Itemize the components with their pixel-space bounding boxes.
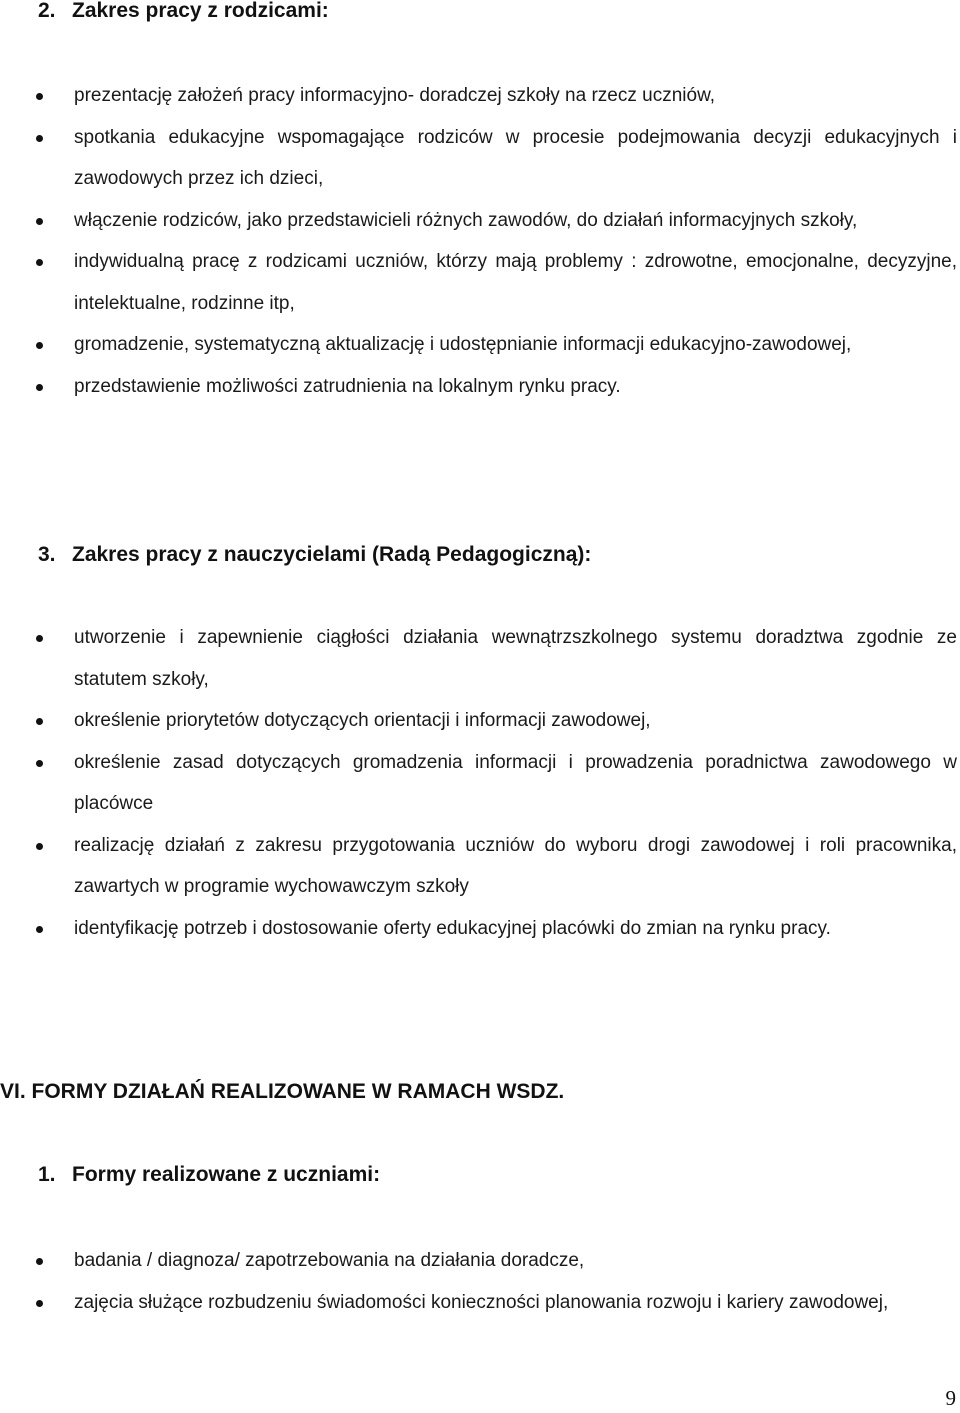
- section-2-heading: [38, 0, 329, 23]
- section-2-list: [0, 75, 960, 407]
- list-item: prezentację założeń pracy informacyjno- doradczej szkoły na rzecz uczniów,: [0, 75, 960, 117]
- list-item: badania / diagnoza/ zapotrzebowania na działania doradcze,: [0, 1240, 960, 1282]
- list-item: zajęcia służące rozbudzeniu świadomości konieczności planowania rozwoju i kariery zawodowej,: [0, 1282, 960, 1324]
- section-3-number: 3.: [38, 543, 56, 566]
- subsection-1-heading: [38, 1163, 380, 1187]
- bullet-icon: [36, 843, 43, 850]
- bullet-icon: [36, 635, 43, 642]
- list-item: określenie priorytetów dotyczących orientacji i informacji zawodowej,: [0, 700, 960, 742]
- bullet-icon: [36, 93, 43, 100]
- bullet-icon: [36, 384, 43, 391]
- bullet-icon: [36, 218, 43, 225]
- bullet-icon: [36, 342, 43, 349]
- page-number: 9: [945, 1386, 956, 1410]
- list-item: włączenie rodziców, jako przedstawicieli różnych zawodów, do działań informacyjnych szkoły,: [0, 200, 960, 242]
- list-item: indywidualną pracę z rodzicami uczniów, którzy mają problemy : zdrowotne, emocjonalne, decyzyjne, intelektualne, rodzinne itp,: [0, 241, 960, 324]
- list-item: realizację działań z zakresu przygotowania uczniów do wyboru drogi zawodowej i roli pracownika, zawartych w programie wychowawczym szkoły: [0, 825, 960, 908]
- section-3-title: Zakres pracy z nauczycielami (Radą Pedagogiczną):: [72, 543, 592, 566]
- section-2-title: Zakres pracy z rodzicami:: [72, 0, 329, 22]
- list-item: przedstawienie możliwości zatrudnienia na lokalnym rynku pracy.: [0, 366, 960, 408]
- bullet-icon: [36, 135, 43, 142]
- subsection-1-title: Formy realizowane z uczniami:: [72, 1163, 381, 1186]
- list-item: gromadzenie, systematyczną aktualizację i udostępnianie informacji edukacyjno-zawodowej,: [0, 324, 960, 366]
- chapter-6-heading: VI. FORMY DZIAŁAŃ REALIZOWANE W RAMACH WSDZ.: [0, 1080, 565, 1103]
- bullet-icon: [36, 1300, 43, 1307]
- list-item: określenie zasad dotyczących gromadzenia informacji i prowadzenia poradnictwa zawodowego w placówce: [0, 742, 960, 825]
- subsection-1-number: 1.: [38, 1163, 56, 1186]
- section-3-heading: [38, 543, 591, 567]
- list-item: spotkania edukacyjne wspomagające rodziców w procesie podejmowania decyzji edukacyjnych i zawodowych przez ich dzieci,: [0, 117, 960, 200]
- section-2-number: 2.: [38, 0, 56, 22]
- bullet-icon: [36, 1258, 43, 1265]
- subsection-1-list: [0, 1240, 960, 1323]
- bullet-icon: [36, 926, 43, 933]
- bullet-icon: [36, 760, 43, 767]
- list-item: utworzenie i zapewnienie ciągłości działania wewnątrzszkolnego systemu doradztwa zgodnie ze statutem szkoły,: [0, 617, 960, 700]
- bullet-icon: [36, 718, 43, 725]
- bullet-icon: [36, 259, 43, 266]
- list-item: identyfikację potrzeb i dostosowanie oferty edukacyjnej placówki do zmian na rynku pracy.: [0, 908, 960, 950]
- section-3-list: [0, 617, 960, 949]
